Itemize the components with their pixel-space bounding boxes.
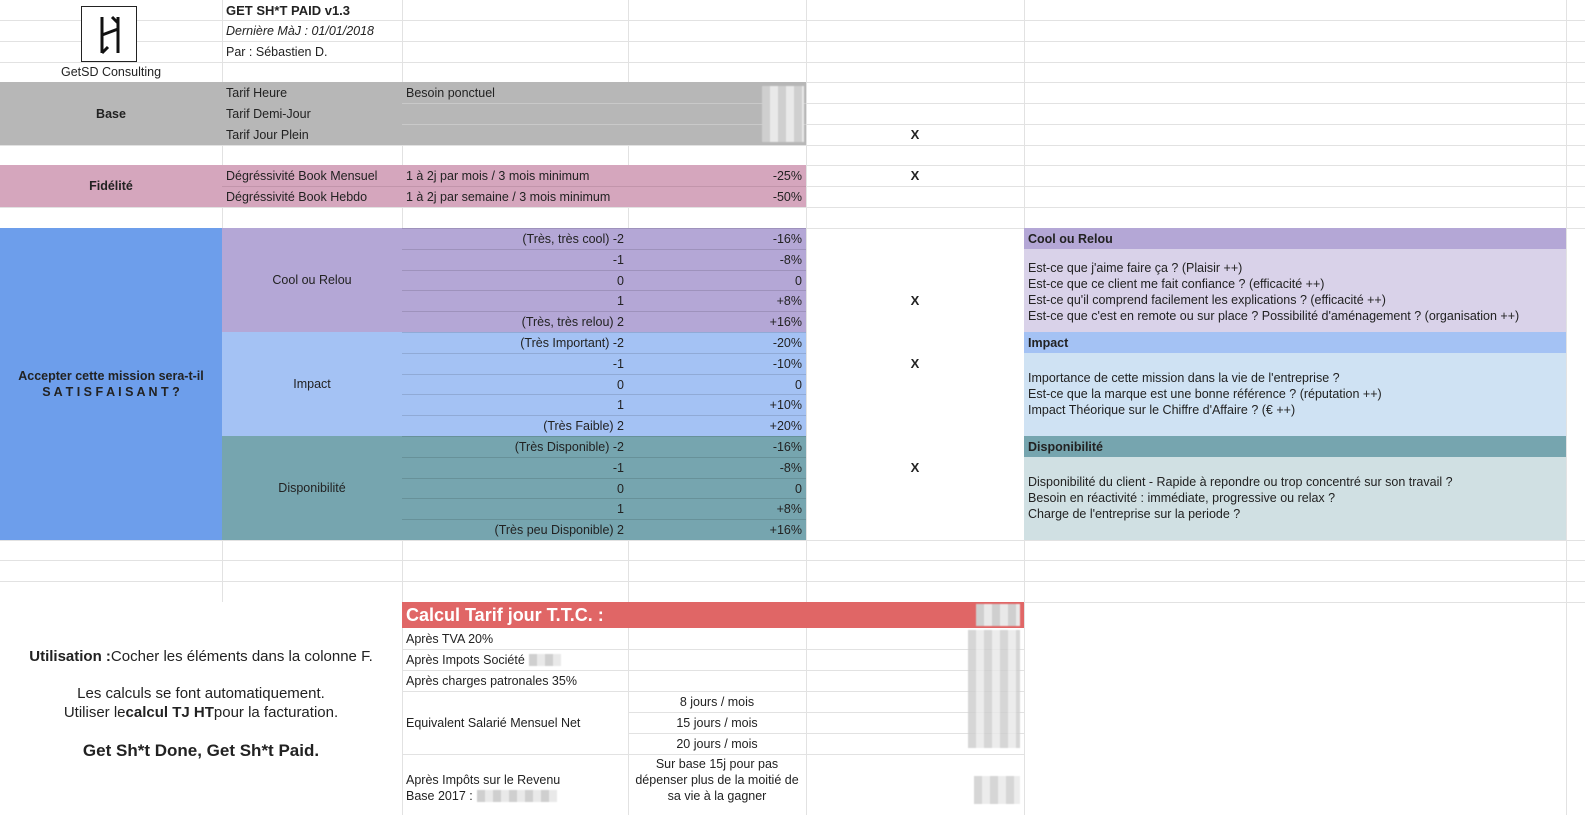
score-label[interactable]: (Très Disponible) -2	[514, 439, 624, 454]
redacted-value	[529, 654, 561, 666]
calcul-tva[interactable]: Après TVA 20%	[406, 631, 494, 646]
score-value[interactable]: +16%	[769, 314, 802, 329]
calcul-revenu[interactable]	[402, 760, 628, 806]
company-name: GetSD Consulting	[60, 65, 162, 79]
fidelite-row-name[interactable]: Dégréssivité Book Hebdo	[226, 189, 368, 204]
check-mark[interactable]: X	[910, 460, 920, 475]
base-label: Base	[96, 106, 126, 121]
revenu-line1: Après Impôts sur le Revenu	[406, 773, 561, 787]
note-line: Est-ce que c'est en remote ou sur place ? Possibilité d'aménagement ? (organisation ++)	[1028, 309, 1520, 323]
score-label[interactable]: 0	[617, 273, 624, 288]
jours-15[interactable]: 15 jours / mois	[676, 715, 758, 730]
score-value[interactable]: -16%	[772, 439, 802, 454]
score-label[interactable]: -1	[612, 252, 624, 267]
score-label[interactable]: (Très peu Disponible) 2	[494, 522, 624, 537]
check-mark[interactable]	[806, 311, 1024, 332]
fidelite-row-note[interactable]: 1 à 2j par mois / 3 mois minimum	[406, 168, 590, 183]
check-mark[interactable]	[806, 228, 1024, 249]
score-label[interactable]: (Très Faible) 2	[543, 418, 624, 433]
redacted-rate	[762, 86, 804, 142]
note-title: Impact	[1028, 335, 1069, 350]
note-line: Besoin en réactivité : immédiate, progressive ou relax ?	[1028, 491, 1336, 505]
base-row-name[interactable]: Tarif Heure	[226, 85, 288, 100]
score-label[interactable]: (Très, très relou) 2	[521, 314, 624, 329]
score-value[interactable]: -8%	[779, 252, 802, 267]
note-body	[1024, 368, 1566, 420]
base-row-name[interactable]: Tarif Jour Plein	[226, 127, 309, 142]
base-row-name[interactable]: Tarif Demi-Jour	[226, 106, 311, 121]
fidelite-row-value[interactable]: -50%	[772, 189, 802, 204]
fidelite-row-name[interactable]: Dégréssivité Book Mensuel	[226, 168, 378, 183]
redacted-values	[968, 630, 1020, 748]
calcul-title: Calcul Tarif jour T.T.C. :	[406, 604, 604, 625]
group-dispo-label: Disponibilité	[278, 481, 346, 495]
fidelite-label: Fidélité	[89, 179, 133, 193]
jours-20[interactable]: 20 jours / mois	[676, 736, 758, 751]
fidelite-row-note[interactable]: 1 à 2j par semaine / 3 mois minimum	[406, 189, 611, 204]
check-mark[interactable]: X	[910, 356, 920, 371]
group-impact-label: Impact	[293, 377, 331, 391]
check-mark[interactable]: X	[910, 127, 920, 142]
score-value[interactable]: 0	[795, 481, 802, 496]
note-line: Charge de l'entreprise sur la periode ?	[1028, 507, 1241, 521]
author: Par : Sébastien D.	[226, 44, 328, 59]
note-line: Disponibilité du client - Rapide à repondre ou trop concentré sur son travail ?	[1028, 475, 1453, 489]
score-label[interactable]: 1	[617, 293, 624, 308]
jours-8[interactable]: 8 jours / mois	[679, 694, 755, 709]
note-title: Cool ou Relou	[1028, 231, 1113, 246]
calcul-impots-societe[interactable]: Après Impots Société	[402, 649, 628, 670]
calcul-salarie[interactable]: Equivalent Salarié Mensuel Net	[406, 715, 581, 730]
score-value[interactable]: 0	[795, 377, 802, 392]
check-mark[interactable]: X	[910, 168, 920, 183]
score-value[interactable]: -8%	[779, 460, 802, 475]
check-mark[interactable]	[806, 436, 1024, 457]
score-label[interactable]: (Très Important) -2	[520, 335, 624, 350]
sheet-title: GET SH*T PAID v1.3	[226, 2, 351, 18]
usage-line2: Les calculs se font automatiquement.	[77, 684, 325, 702]
revenu-line2: Base 2017 :	[406, 789, 473, 803]
usage-line1: Utilisation : Cocher les éléments dans la colonne F.	[29, 647, 373, 665]
check-mark[interactable]	[806, 374, 1024, 395]
note-line: Impact Théorique sur le Chiffre d'Affaire ? (€ ++)	[1028, 403, 1296, 417]
check-mark[interactable]	[806, 270, 1024, 291]
last-updated: Dernière MàJ : 01/01/2018	[226, 23, 375, 38]
logo-box	[81, 6, 137, 62]
score-value[interactable]: +8%	[776, 293, 802, 308]
score-value[interactable]: +16%	[769, 522, 802, 537]
score-value[interactable]: 0	[795, 273, 802, 288]
group-cool-label: Cool ou Relou	[272, 273, 352, 287]
check-mark[interactable]	[806, 478, 1024, 499]
note-line: Est-ce que la marque est une bonne référence ? (réputation ++)	[1028, 387, 1382, 401]
score-label[interactable]: 1	[617, 501, 624, 516]
note-body	[1024, 472, 1566, 524]
slogan: Get Sh*t Done, Get Sh*t Paid.	[82, 741, 320, 760]
note-line: Est-ce qu'il comprend facilement les explications ? (efficacité ++)	[1028, 293, 1386, 307]
score-label[interactable]: 0	[617, 481, 624, 496]
check-mark[interactable]	[806, 394, 1024, 415]
revenu-note: Sur base 15j pour pas dépenser plus de la moitié de sa vie à la gagner	[635, 757, 799, 803]
score-label[interactable]: (Très, très cool) -2	[522, 231, 624, 246]
note-line: Est-ce que ce client me fait confiance ? (efficacité ++)	[1028, 277, 1325, 291]
score-value[interactable]: +20%	[769, 418, 802, 433]
note-line: Importance de cette mission dans la vie de l'entreprise ?	[1028, 371, 1340, 385]
score-value[interactable]: -16%	[772, 231, 802, 246]
redacted-value	[976, 604, 1020, 626]
note-line: Est-ce que j'aime faire ça ? (Plaisir ++)	[1028, 261, 1243, 275]
score-label[interactable]: -1	[612, 356, 624, 371]
check-mark[interactable]	[806, 249, 1024, 270]
mission-label-line2: S A T I S F A I S A N T ?	[42, 385, 180, 399]
check-mark[interactable]	[806, 332, 1024, 353]
redacted-value	[974, 776, 1020, 804]
score-label[interactable]: 1	[617, 397, 624, 412]
base-row-note[interactable]: Besoin ponctuel	[406, 85, 495, 100]
check-mark[interactable]: X	[910, 293, 920, 308]
fidelite-row-value[interactable]: -25%	[772, 168, 802, 183]
score-label[interactable]: -1	[612, 460, 624, 475]
note-body	[1024, 257, 1566, 327]
note-title: Disponibilité	[1028, 439, 1103, 454]
usage-line3: Utiliser le calcul TJ HT pour la facturation.	[63, 703, 339, 721]
mission-label	[0, 228, 222, 540]
check-mark[interactable]	[806, 415, 1024, 436]
check-mark[interactable]	[806, 519, 1024, 540]
score-value[interactable]: -20%	[772, 335, 802, 350]
score-label[interactable]: 0	[617, 377, 624, 392]
score-value[interactable]: -10%	[772, 356, 802, 371]
mission-label-line1: Accepter cette mission sera-t-il	[18, 369, 204, 383]
check-mark[interactable]	[806, 498, 1024, 519]
redacted-value	[477, 790, 557, 802]
company-logo-icon	[82, 7, 138, 63]
calcul-charges[interactable]: Après charges patronales 35%	[406, 673, 577, 688]
score-value[interactable]: +8%	[776, 501, 802, 516]
score-value[interactable]: +10%	[769, 397, 802, 412]
